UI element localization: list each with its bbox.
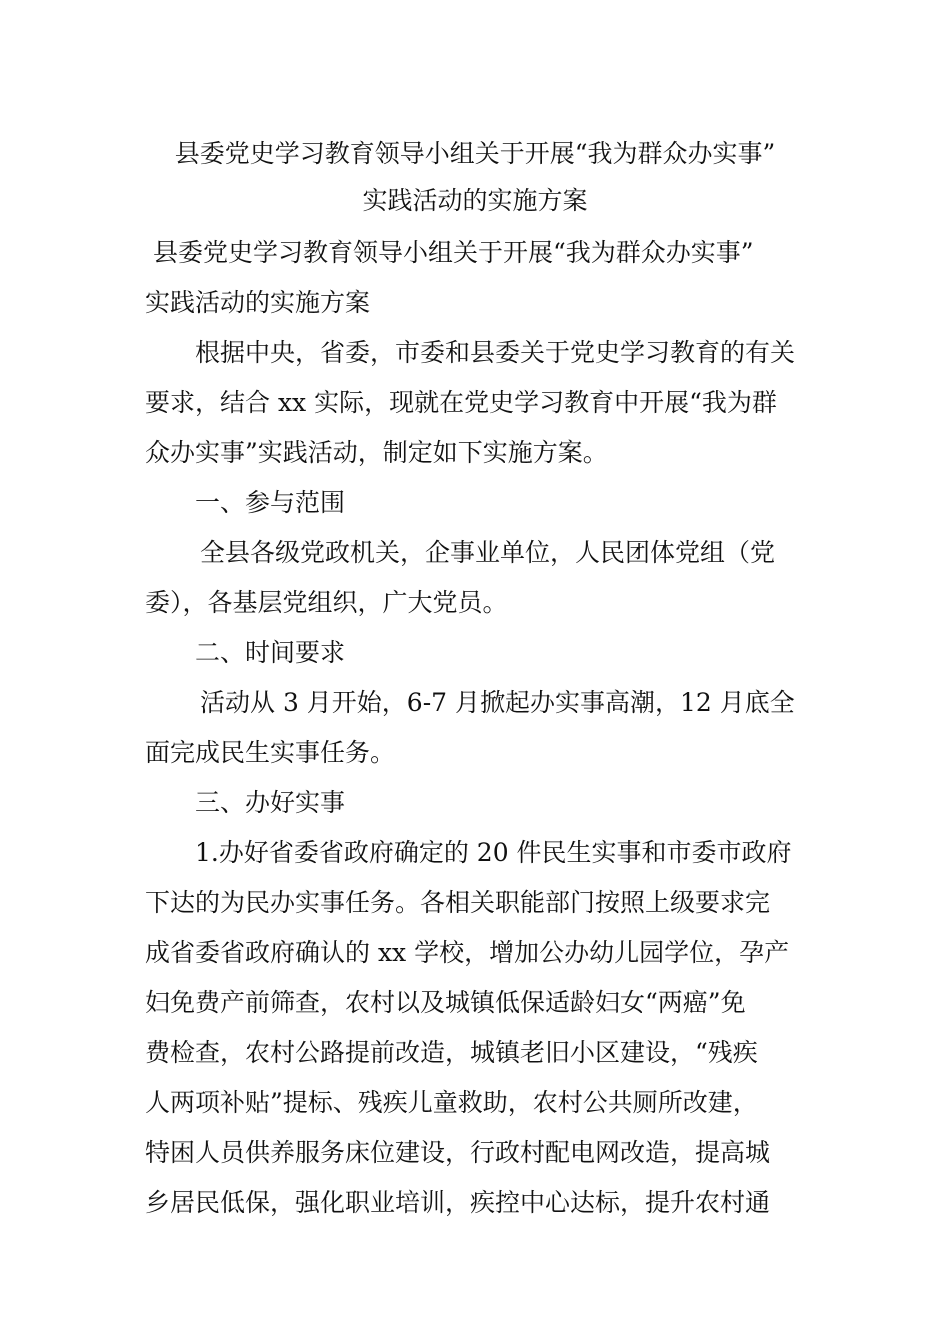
- paragraph-intro-line: 众办实事”实践活动，制定如下实施方案。: [145, 438, 608, 467]
- section-heading-tasks: 三、办好实事: [195, 788, 346, 817]
- paragraph-scope-line: 委），各基层党组织，广大党员。: [145, 588, 508, 617]
- repeated-title-line-1: 县委党史学习教育领导小组关于开展“我为群众办实事”: [153, 238, 754, 267]
- paragraph-scope-line: 全县各级党政机关，企事业单位，人民团体党组（党: [200, 538, 776, 567]
- paragraph-intro-line: 根据中央，省委，市委和县委关于党史学习教育的有关: [195, 338, 796, 367]
- document-title-line-2: 实践活动的实施方案: [362, 186, 588, 215]
- paragraph-tasks-line: 人两项补贴”提标、残疾儿童救助，农村公共厕所改建，: [145, 1088, 758, 1117]
- document-title-line-1: 县委党史学习教育领导小组关于开展“我为群众办实事”: [174, 139, 776, 168]
- paragraph-tasks-line: 特困人员供养服务床位建设，行政村配电网改造，提高城: [145, 1138, 771, 1167]
- paragraph-time-line: 活动从 3 月开始，6-7 月掀起办实事高潮，12 月底全: [200, 688, 795, 717]
- paragraph-intro-line: 要求，结合 xx 实际，现就在党史学习教育中开展“我为群: [145, 388, 777, 417]
- paragraph-tasks-line: 妇免费产前筛查，农村以及城镇低保适龄妇女“两癌”免: [145, 988, 746, 1017]
- document-body: [145, 228, 810, 1228]
- paragraph-tasks-line: 乡居民低保，强化职业培训，疾控中心达标，提升农村通: [145, 1188, 771, 1217]
- paragraph-tasks-line: 费检查，农村公路提前改造，城镇老旧小区建设，“残疾: [145, 1038, 758, 1067]
- section-heading-time: 二、时间要求: [195, 638, 346, 667]
- paragraph-tasks-line: 1.办好省委省政府确定的 20 件民生实事和市委市政府: [195, 838, 792, 867]
- paragraph-tasks-line: 成省委省政府确认的 xx 学校，增加公办幼儿园学位，孕产: [145, 938, 790, 967]
- section-heading-scope: 一、参与范围: [195, 488, 346, 517]
- repeated-title-line-2: 实践活动的实施方案: [145, 288, 371, 317]
- paragraph-time-line: 面完成民生实事任务。: [145, 738, 396, 767]
- paragraph-tasks-line: 下达的为民办实事任务。各相关职能部门按照上级要求完: [145, 888, 771, 917]
